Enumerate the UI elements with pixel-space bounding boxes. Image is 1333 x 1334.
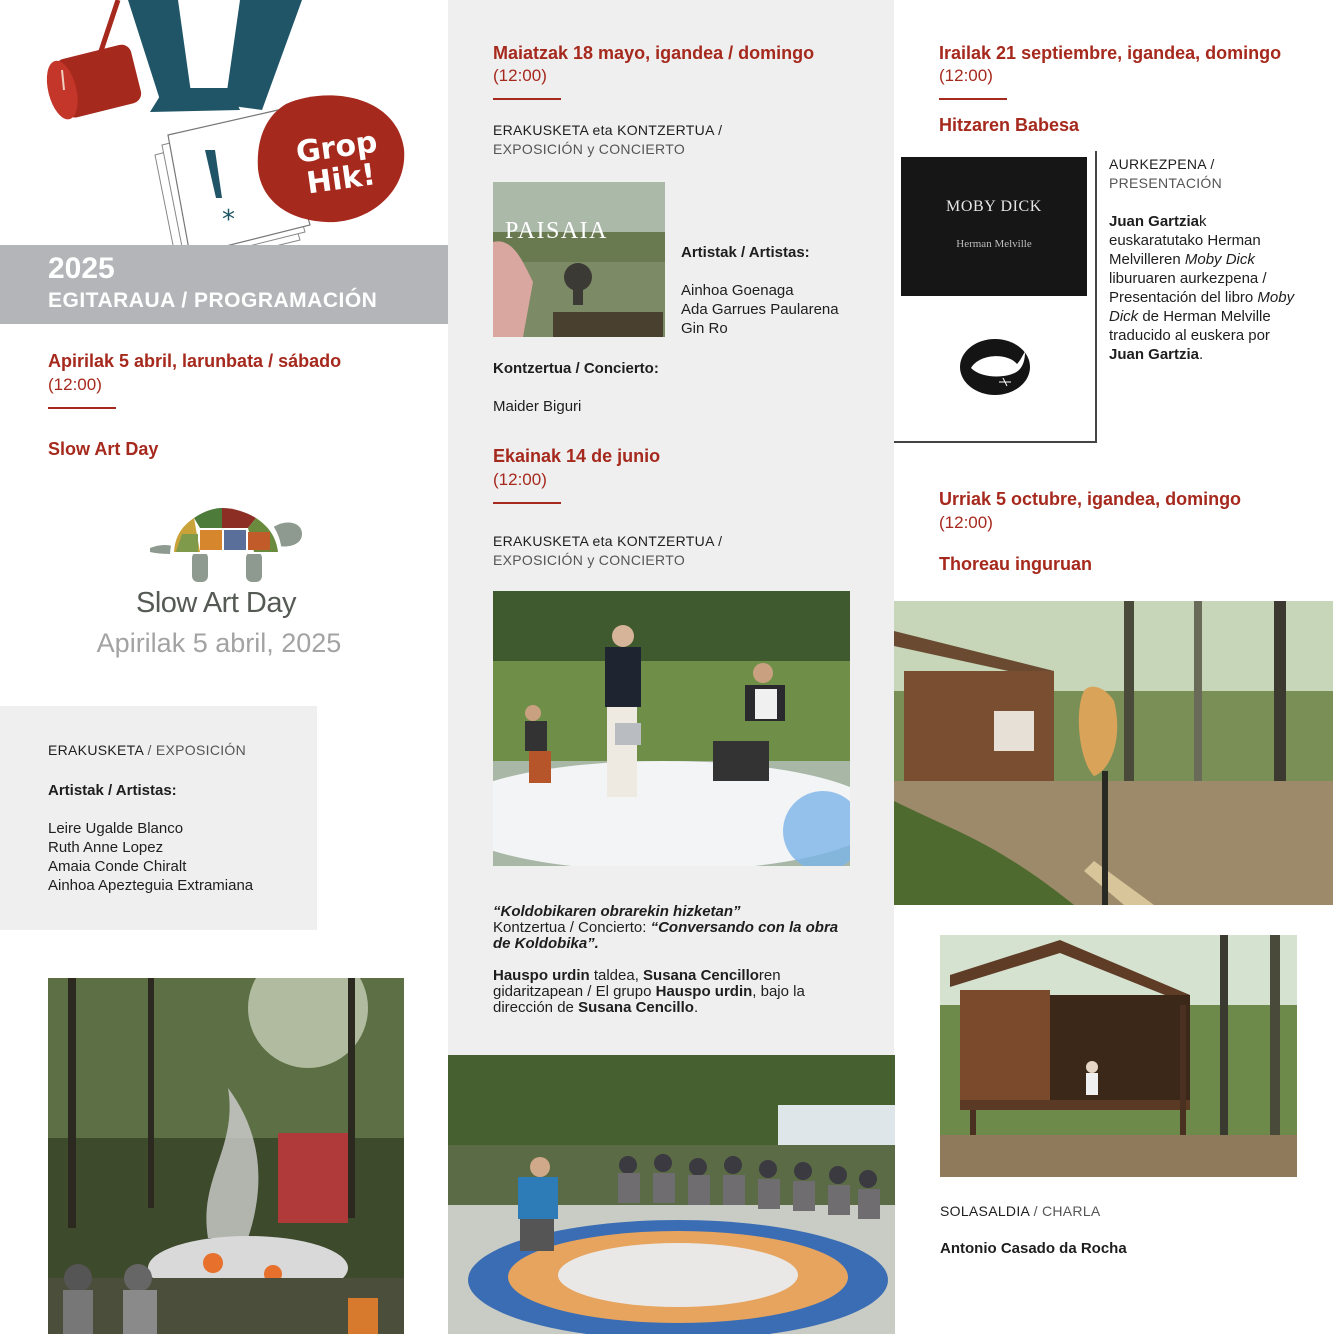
concert-quote-es: “Conversando con la obra de Koldobika”. bbox=[493, 919, 839, 952]
kind-may-line2: EXPOSICIÓN y CONCIERTO bbox=[493, 141, 686, 157]
whale-seal-icon bbox=[959, 338, 1031, 396]
photo-cabin-talk bbox=[940, 935, 1297, 1177]
concert-heading-may: Kontzertua / Concierto: bbox=[493, 360, 659, 377]
book-cover-panel bbox=[901, 157, 1087, 296]
event-title-slow-art-day: Slow Art Day bbox=[48, 439, 159, 459]
exhibition-box-april bbox=[0, 706, 317, 930]
kind-april bbox=[48, 741, 246, 760]
artists-heading-april: Artistak / Artistas: bbox=[48, 782, 177, 799]
description-text: liburuaren aurkezpena / Presentación del libro bbox=[1109, 270, 1267, 306]
book-author: Herman Melville bbox=[956, 238, 1032, 250]
list-item: Ainhoa Apezteguia Extramiana bbox=[48, 877, 254, 894]
program-year: 2025 bbox=[48, 252, 115, 285]
divider-april bbox=[48, 407, 116, 409]
group-text: taldea, bbox=[589, 967, 644, 984]
list-item: Ada Garrues Paularena bbox=[681, 301, 839, 318]
group-text: , bajo la dirección de bbox=[493, 983, 805, 1016]
artists-heading-may: Artistak / Artistas: bbox=[681, 244, 810, 261]
book-title: MOBY DICK bbox=[946, 198, 1042, 215]
kind-october-eu: SOLASALDIA bbox=[940, 1203, 1030, 1219]
divider-june bbox=[493, 502, 561, 504]
concert-quote-eu: “Koldobikaren obrarekin hizketan” bbox=[493, 903, 741, 920]
event-date-june: Ekainak 14 de junio bbox=[493, 446, 661, 466]
event-date-may: Maiatzak 18 mayo, igandea / domingo bbox=[493, 43, 815, 63]
list-item: Amaia Conde Chiralt bbox=[48, 858, 187, 875]
kind-september-es: PRESENTACIÓN bbox=[1109, 175, 1223, 191]
divider-may bbox=[493, 98, 561, 100]
list-item: Ruth Anne Lopez bbox=[48, 839, 164, 856]
group-text: ren gidaritzapean / El grupo bbox=[493, 967, 781, 1000]
book-name: Moby Dick bbox=[1109, 289, 1295, 325]
event-title-thoreau: Thoreau inguruan bbox=[939, 554, 1092, 574]
paisaia-cover-title: PAISAIA bbox=[505, 218, 608, 244]
description-text: . bbox=[1199, 346, 1204, 363]
director-name: Susana Cencillo bbox=[578, 999, 694, 1016]
paisaia-cover bbox=[493, 182, 665, 337]
artists-list-april bbox=[48, 819, 253, 895]
photo-forest-fire bbox=[48, 978, 404, 1334]
event-date-october: Urriak 5 octubre, igandea, domingo bbox=[939, 489, 1242, 509]
event-title-hitzaren-babesa: Hitzaren Babesa bbox=[939, 115, 1080, 135]
description-text: de Herman Melville traducido al euskera por bbox=[1109, 308, 1271, 344]
list-item: Leire Ugalde Blanco bbox=[48, 820, 184, 837]
concert-description-june bbox=[493, 904, 853, 1016]
program-title: EGITARAUA / PROGRAMACIÓN bbox=[48, 289, 378, 312]
director-name: Susana Cencillo bbox=[643, 967, 759, 984]
photo-group-painting bbox=[448, 1055, 895, 1334]
photo-forest-cabin bbox=[894, 601, 1333, 905]
group-name: Hauspo urdin bbox=[493, 967, 590, 984]
group-text: . bbox=[693, 999, 699, 1016]
kind-may bbox=[493, 121, 722, 159]
kind-april-eu: ERAKUSKETA bbox=[48, 742, 144, 758]
kind-june-line1: ERAKUSKETA eta KONTZERTUA / bbox=[493, 533, 723, 549]
slow-art-day-logo-date: Apirilak 5 abril, 2025 bbox=[96, 628, 342, 658]
event-time-april: (12:00) bbox=[48, 375, 102, 394]
artists-list-may bbox=[681, 281, 839, 338]
slow-art-day-logo-name: Slow Art Day bbox=[136, 587, 296, 619]
book-name: Moby Dick bbox=[1184, 251, 1255, 268]
translator-name: Juan Gartzia bbox=[1109, 213, 1200, 230]
kind-june bbox=[493, 532, 722, 570]
turtle-logo-icon bbox=[150, 504, 305, 586]
event-time-june: (12:00) bbox=[493, 470, 547, 489]
photo-accordion-performance bbox=[493, 591, 850, 866]
event-date-september: Irailak 21 septiembre, igandea, domingo bbox=[939, 43, 1282, 63]
event-time-october: (12:00) bbox=[939, 513, 993, 532]
list-item: Gin Ro bbox=[681, 320, 728, 337]
speaker-name: Antonio Casado da Rocha bbox=[940, 1240, 1127, 1257]
graphik-logo-text: Grop Hik! bbox=[293, 124, 380, 202]
svg-text:*: * bbox=[222, 205, 235, 235]
graphik-logo bbox=[256, 94, 406, 226]
kind-april-es: / EXPOSICIÓN bbox=[143, 742, 247, 758]
translator-name: Juan Gartzia bbox=[1109, 346, 1200, 363]
event-date-april: Apirilak 5 abril, larunbata / sábado bbox=[48, 351, 342, 371]
event-time-may: (12:00) bbox=[493, 66, 547, 85]
list-item: Ainhoa Goenaga bbox=[681, 282, 794, 299]
group-name: Hauspo urdin bbox=[655, 983, 753, 1000]
kind-october bbox=[940, 1202, 1101, 1221]
event-time-september: (12:00) bbox=[939, 66, 993, 85]
kind-september bbox=[1109, 155, 1222, 193]
concert-artist-may: Maider Biguri bbox=[493, 398, 582, 415]
kind-september-eu: AURKEZPENA / bbox=[1109, 156, 1215, 172]
divider-september bbox=[939, 98, 1007, 100]
description-text: k euskaratutako Herman Melvilleren bbox=[1109, 213, 1261, 268]
kind-may-line1: ERAKUSKETA eta KONTZERTUA / bbox=[493, 122, 723, 138]
presentation-description bbox=[1109, 212, 1301, 364]
kind-october-es: / CHARLA bbox=[1029, 1203, 1101, 1219]
concert-label: Kontzertua / Concierto: bbox=[493, 919, 651, 936]
kind-june-line2: EXPOSICIÓN y CONCIERTO bbox=[493, 552, 686, 568]
